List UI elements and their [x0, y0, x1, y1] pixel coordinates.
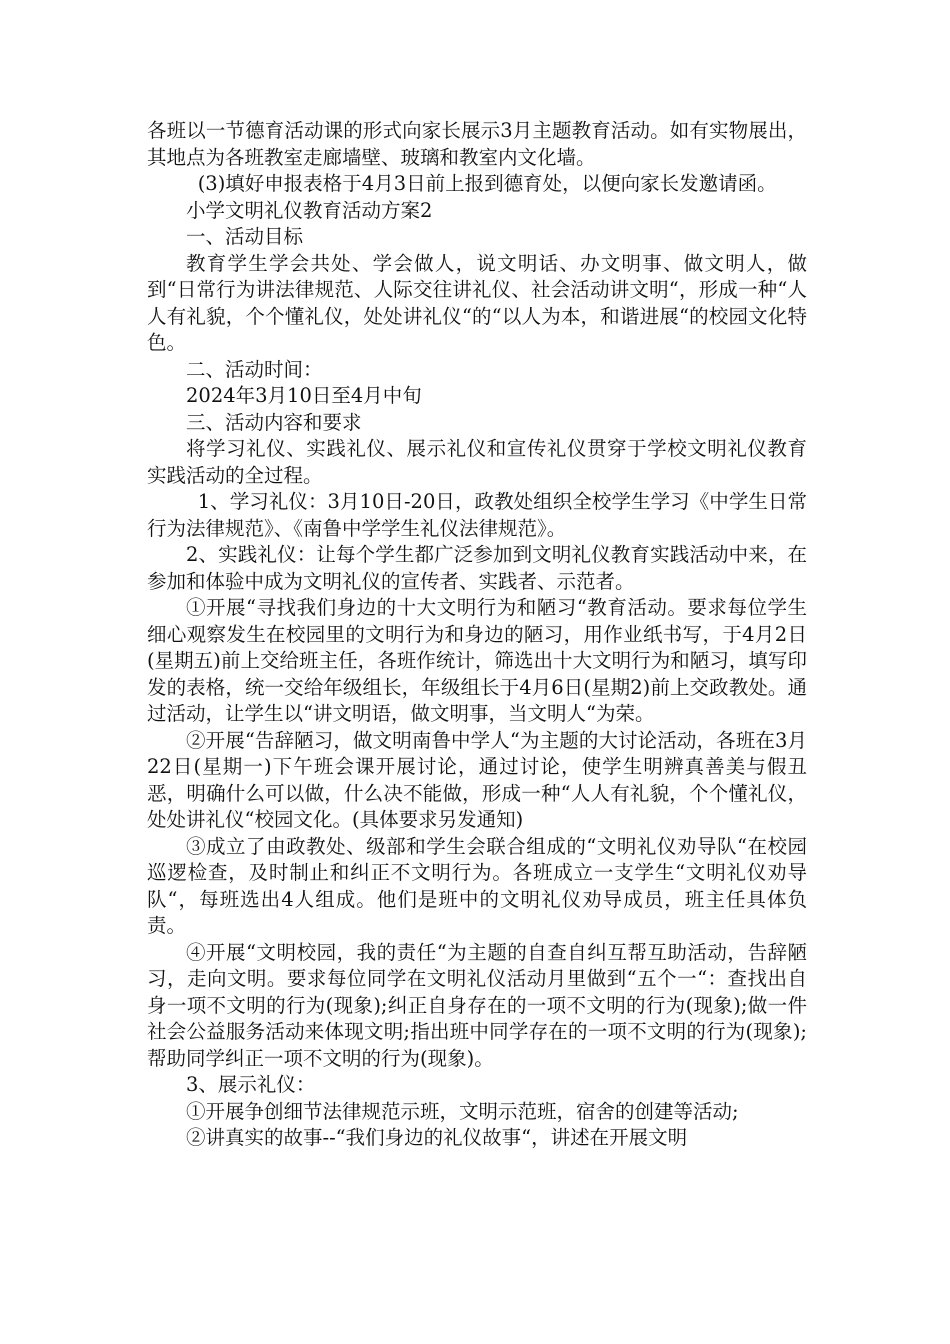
heading-display-etiquette: 3、展示礼仪： [186, 1073, 316, 1096]
document-body [147, 118, 807, 1152]
heading-activity-content: 三、活动内容和要求 [186, 410, 362, 434]
paragraph-display-item-1: ①开展争创细节法律规范示班，文明示范班，宿舍的创建等活动; [186, 1099, 739, 1123]
section-title-plan-2: 小学文明礼仪教育活动方案2 [186, 198, 433, 222]
paragraph-activity-overview: 将学习礼仪、实践礼仪、展示礼仪和宣传礼仪贯穿于学校文明礼仪教育实践活动的全过程。 [147, 437, 807, 487]
paragraph-item-4: ④开展“文明校园，我的责任“为主题的自查自纠互帮互助活动，告辞陋习，走向文明。要求每位同学在文明礼仪活动月里做到“五个一“：查找出自身一项不文明的行为(现象);纠正自身存在的一项不文明的行为(现象);做一件社会公益服务活动来体现文明;指出班中同学存在的一项不文明的行为(现象);帮助同学纠正一项不文明的行为(现象)。 [147, 940, 807, 1070]
paragraph-display-item-2: ②讲真实的故事--“我们身边的礼仪故事“，讲述在开展文明 [186, 1126, 688, 1149]
paragraph-item-1: ①开展“寻找我们身边的十大文明行为和陋习“教育活动。要求每位学生细心观察发生在校园里的文明行为和身边的陋习，用作业纸书写，于4月2日(星期五)前上交给班主任，各班作统计，筛选出十大文明行为和陋习，填写印发的表格，统一交给年级组长，年级组长于4月6日(星期2)前上交政教处。通过活动，让学生以“讲文明语，做文明事，当文明人“为荣。 [147, 596, 807, 725]
paragraph-practice-etiquette: 2、实践礼仪：让每个学生都广泛参加到文明礼仪教育实践活动中来，在参加和体验中成为文明礼仪的宣传者、实践者、示范者。 [147, 543, 807, 593]
paragraph-activity-time: 2024年3月10日至4月中旬 [186, 384, 422, 407]
paragraph-learn-etiquette: 1、学习礼仪：3月10日-20日，政教处组织全校学生学习《中学生日常行为法律规范》、《南鲁中学学生礼仪法律规范》。 [147, 490, 807, 540]
paragraph-item-3: ③成立了由政教处、级部和学生会联合组成的“文明礼仪劝导队“在校园巡逻检查，及时制止和纠正不文明行为。各班成立一支学生“文明礼仪劝导队“，每班选出4人组成。他们是班中的文明礼仪劝导成员，班主任具体负责。 [147, 834, 807, 937]
paragraph-item-2: ②开展“告辞陋习，做文明南鲁中学人“为主题的大讨论活动，各班在3月22日(星期一)下午班会课开展讨论，通过讨论，使学生明辨真善美与假丑恶，明确什么可以做，什么决不能做，形成一种“人人有礼貌，个个懂礼仪，处处讲礼仪“校园文化。(具体要求另发通知) [147, 728, 807, 831]
heading-activity-goal: 一、活动目标 [186, 225, 304, 248]
heading-activity-time: 二、活动时间： [186, 357, 323, 381]
paragraph-application-form: (3)填好申报表格于4月3日前上报到德育处，以便向家长发邀请函。 [197, 172, 777, 195]
paragraph-display-location: 各班以一节德育活动课的形式向家长展示3月主题教育活动。如有实物展出，其地点为各班教室走廊墙壁、玻璃和教室内文化墙。 [147, 119, 807, 169]
paragraph-activity-goal: 教育学生学会共处、学会做人，说文明话、办文明事、做文明人，做到“日常行为讲法律规范、人际交往讲礼仪、社会活动讲文明“，形成一种“人人有礼貌，个个懂礼仪，处处讲礼仪“的“以人为本，和谐进展“的校园文化特色。 [147, 251, 807, 354]
